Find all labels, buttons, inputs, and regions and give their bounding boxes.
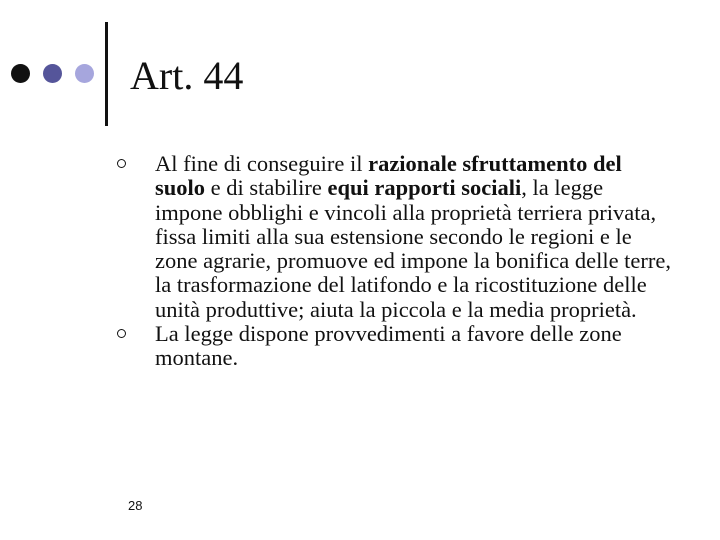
- text-segment: La legge dispone provvedimenti a favore delle zone montane.: [155, 321, 622, 371]
- bullet-circle-icon: [115, 322, 131, 346]
- bullet-text: [155, 151, 671, 322]
- bullet-circle-icon: [115, 152, 131, 176]
- bullet-item: [155, 322, 675, 371]
- bullet-text: [155, 321, 622, 370]
- bullet-list: [155, 152, 675, 371]
- bold-text-segment: equi rapporti sociali: [327, 175, 522, 201]
- slide-title: Art. 44: [130, 53, 244, 98]
- decorative-dot: [43, 64, 62, 83]
- text-segment: e di stabilire: [205, 175, 328, 201]
- decorative-dot: [75, 64, 94, 83]
- decorative-dot: [11, 64, 30, 83]
- page-number: 28: [128, 498, 143, 513]
- text-segment: , la legge impone obblighi e vincoli alla proprietà terriera privata, fissa limiti alla sua estensione secondo le regioni e le zone agrarie, promuove ed impone la bonifica delle terre, la trasformazione del latifondo e la ricostituzione delle unità produttive; aiuta la piccola e la media proprietà.: [155, 175, 672, 322]
- title-divider: [105, 22, 108, 126]
- bullet-item: [155, 152, 675, 322]
- text-segment: Al fine di conseguire il: [155, 151, 369, 176]
- bold-text-segment: razionale sfruttamento del suolo: [155, 151, 622, 201]
